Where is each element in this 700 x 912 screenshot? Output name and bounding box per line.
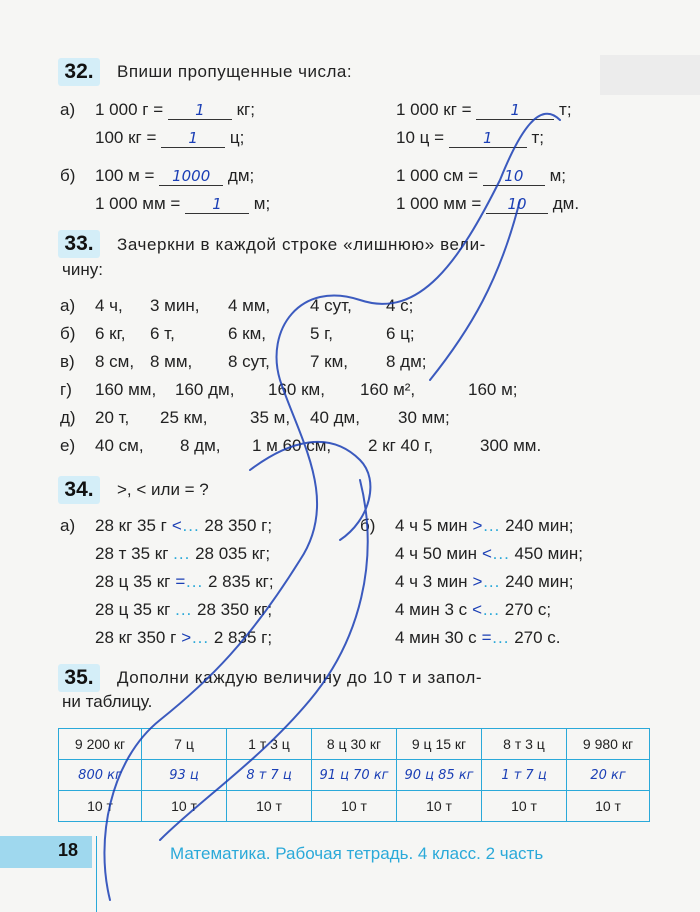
item-label: в) <box>60 352 75 371</box>
comparison-item: 4 мин 30 с =... 270 с. <box>395 628 561 647</box>
table-cell: 10 т <box>59 791 142 822</box>
exercise-title-33-cont: чину: <box>62 260 103 279</box>
quantity-item[interactable]: 160 дм, <box>175 380 235 399</box>
table-cell: 10 т <box>567 791 650 822</box>
answer-blank[interactable]: 1 <box>449 129 527 148</box>
comparison-blank[interactable]: >... <box>181 628 210 647</box>
conversion-a4: 10 ц = 1 т; <box>396 128 545 147</box>
exercise-title-32: Впиши пропущенные числа: <box>117 62 353 81</box>
comparison-item: 28 т 35 кг ... 28 035 кг; <box>95 544 271 563</box>
comparison-blank[interactable]: <... <box>171 516 200 535</box>
quantity-item[interactable]: 8 см, <box>95 352 135 371</box>
conversion-b2: 1 000 мм = 1 м; <box>95 194 271 213</box>
quantity-item[interactable]: 20 т, <box>95 408 130 427</box>
quantity-item[interactable]: 160 м; <box>468 380 518 399</box>
comparison-blank[interactable]: >... <box>472 572 501 591</box>
comparison-blank[interactable]: <... <box>471 600 500 619</box>
answer-cell[interactable]: 93 ц <box>142 760 227 791</box>
quantity-item[interactable]: 3 мин, <box>150 296 200 315</box>
item-label: б) <box>60 166 76 185</box>
quantity-item[interactable]: 6 кг, <box>95 324 126 343</box>
item-label: а) <box>60 100 76 119</box>
comparison-blank[interactable]: =... <box>175 572 204 591</box>
comparison-item: 28 ц 35 кг ... 28 350 кг; <box>95 600 273 619</box>
comparison-item: 4 ч 50 мин <... 450 мин; <box>395 544 583 563</box>
comparison-item: 4 ч 3 мин >... 240 мин; <box>395 572 574 591</box>
comparison-blank[interactable]: ... <box>175 600 193 619</box>
quantity-item[interactable]: 6 ц; <box>386 324 415 343</box>
exercise-title-35-cont: ни таблицу. <box>62 692 153 711</box>
conversion-a3: 1 000 кг = 1 т; <box>396 100 572 119</box>
quantity-item[interactable]: 4 ч, <box>95 296 123 315</box>
item-label: б) <box>60 324 76 343</box>
item-label: а) <box>60 516 76 535</box>
quantity-item[interactable]: 6 км, <box>228 324 267 343</box>
conversion-b3: 1 000 см = 10 м; <box>396 166 566 185</box>
quantity-item[interactable]: 8 сут, <box>228 352 270 371</box>
conversion-b4: 1 000 мм = 10 дм. <box>396 194 580 213</box>
quantity-item[interactable]: 8 дм; <box>386 352 427 371</box>
quantity-item[interactable]: 6 т, <box>150 324 175 343</box>
quantity-item[interactable]: 8 мм, <box>150 352 193 371</box>
table-cell: 8 т 3 ц <box>482 729 567 760</box>
conversion-a1: 1 000 г = 1 кг; <box>95 100 255 119</box>
table-cell: 10 т <box>142 791 227 822</box>
answer-blank[interactable]: 1 <box>168 101 232 120</box>
quantity-item[interactable]: 4 сут, <box>310 296 352 315</box>
quantity-item[interactable]: 300 мм. <box>480 436 542 455</box>
exercise-title-35: Дополни каждую величину до 10 т и запол- <box>117 668 483 687</box>
answer-blank[interactable]: 1 <box>185 195 249 214</box>
quantity-item[interactable]: 7 км, <box>310 352 349 371</box>
quantity-item[interactable]: 160 мм, <box>95 380 157 399</box>
quantity-item[interactable]: 160 м², <box>360 380 416 399</box>
conversion-a2: 100 кг = 1 ц; <box>95 128 245 147</box>
table-cell: 1 т 3 ц <box>227 729 312 760</box>
quantity-item[interactable]: 35 м, <box>250 408 291 427</box>
answer-cell[interactable]: 1 т 7 ц <box>482 760 567 791</box>
exercise-number-34: 34. <box>58 476 100 504</box>
answer-blank[interactable]: 10 <box>483 167 545 186</box>
table-cell: 7 ц <box>142 729 227 760</box>
comparison-blank[interactable]: =... <box>481 628 510 647</box>
table-cell: 10 т <box>312 791 397 822</box>
comparison-item: 4 мин 3 с <... 270 с; <box>395 600 552 619</box>
answer-cell[interactable]: 800 кг <box>59 760 142 791</box>
quantity-item[interactable]: 40 дм, <box>310 408 360 427</box>
table-cell: 9 980 кг <box>567 729 650 760</box>
exercise-number-35: 35. <box>58 664 100 692</box>
book-title: Математика. Рабочая тетрадь. 4 класс. 2 часть <box>170 844 544 863</box>
comparison-item: 28 кг 350 г >... 2 835 г; <box>95 628 273 647</box>
answer-cell[interactable]: 91 ц 70 кг <box>312 760 397 791</box>
table-cell: 10 т <box>397 791 482 822</box>
quantity-item[interactable]: 25 км, <box>160 408 208 427</box>
comparison-item: 28 кг 35 г <... 28 350 г; <box>95 516 273 535</box>
exercise-number-33: 33. <box>58 230 100 258</box>
quantity-item[interactable]: 40 см, <box>95 436 144 455</box>
exercise-title-34: >, < или = ? <box>117 480 209 499</box>
exercise-title-33: Зачеркни в каждой строке «лишнюю» вели- <box>117 235 486 254</box>
item-label: г) <box>60 380 72 399</box>
item-label: д) <box>60 408 76 427</box>
comparison-blank[interactable]: ... <box>173 544 191 563</box>
quantity-item[interactable]: 4 мм, <box>228 296 271 315</box>
quantity-item[interactable]: 5 г, <box>310 324 334 343</box>
answer-blank[interactable]: 10 <box>486 195 548 214</box>
quantity-item[interactable]: 2 кг 40 г, <box>368 436 434 455</box>
answer-blank[interactable]: 1 <box>161 129 225 148</box>
exercise-number-32: 32. <box>58 58 100 86</box>
item-label: а) <box>60 296 76 315</box>
comparison-blank[interactable]: <... <box>481 544 510 563</box>
quantity-item[interactable]: 4 с; <box>386 296 414 315</box>
answer-cell[interactable]: 8 т 7 ц <box>227 760 312 791</box>
table-cell: 8 ц 30 кг <box>312 729 397 760</box>
quantity-item[interactable]: 8 дм, <box>180 436 221 455</box>
answer-cell[interactable]: 20 кг <box>567 760 650 791</box>
table-cell: 9 ц 15 кг <box>397 729 482 760</box>
answer-blank[interactable]: 1000 <box>159 167 223 186</box>
answer-blank[interactable]: 1 <box>476 101 554 120</box>
conversion-b1: 100 м = 1000 дм; <box>95 166 255 185</box>
table-cell: 10 т <box>482 791 567 822</box>
item-label: е) <box>60 436 76 455</box>
comparison-blank[interactable]: >... <box>472 516 501 535</box>
comparison-item: 28 ц 35 кг =... 2 835 кг; <box>95 572 274 591</box>
quantity-item[interactable]: 1 м 60 см, <box>252 436 332 455</box>
comparison-item: 4 ч 5 мин >... 240 мин; <box>395 516 574 535</box>
answer-cell[interactable]: 90 ц 85 кг <box>397 760 482 791</box>
item-label: б) <box>360 516 376 535</box>
page-number: 18 <box>58 840 79 860</box>
quantity-item[interactable]: 160 км, <box>268 380 325 399</box>
table-cell: 10 т <box>227 791 312 822</box>
table-cell: 9 200 кг <box>59 729 142 760</box>
quantity-item[interactable]: 30 мм; <box>398 408 450 427</box>
